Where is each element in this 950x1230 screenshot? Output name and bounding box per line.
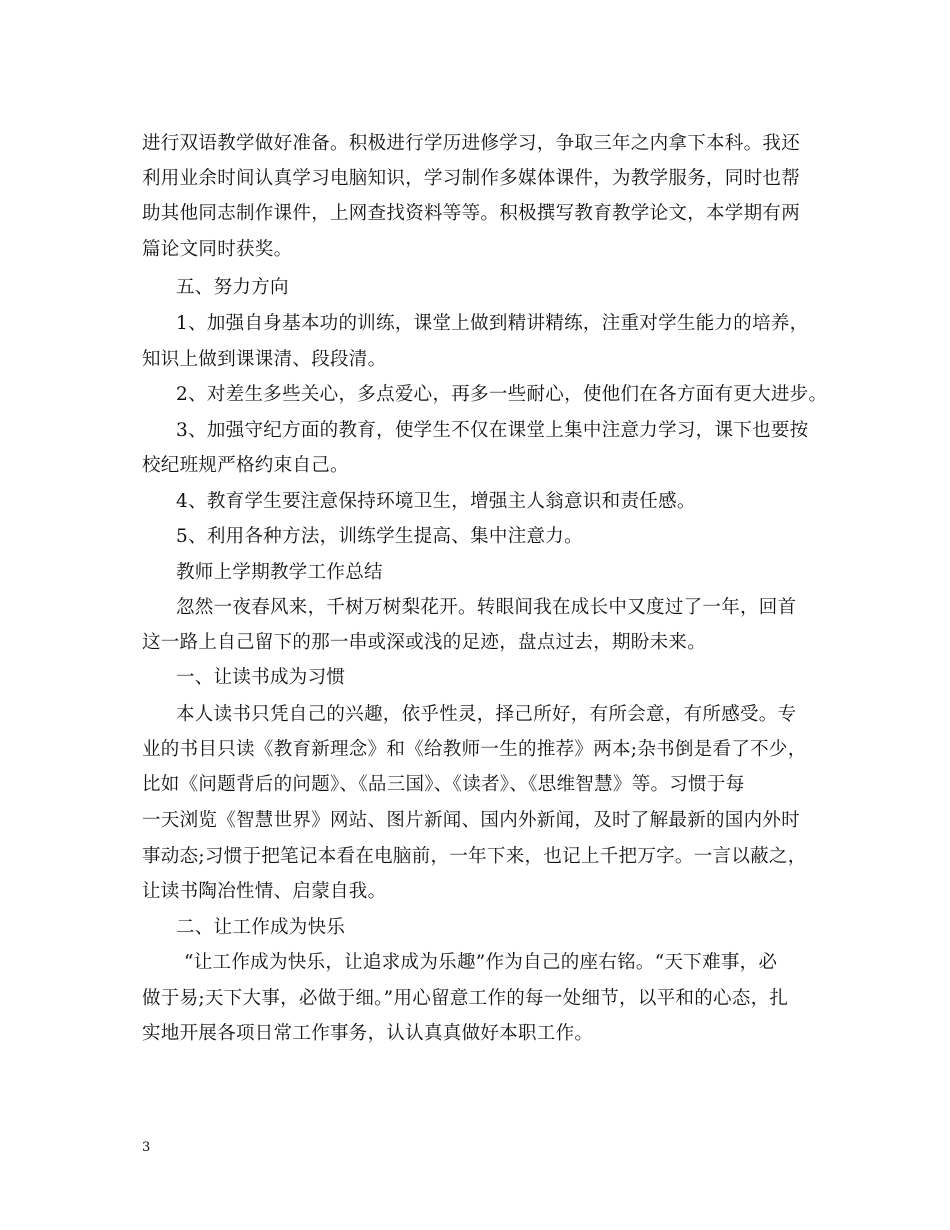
section-heading: 一、让读书成为习惯 <box>176 667 346 688</box>
text-line: 1、加强自身基本功的训练，课堂上做到精讲精练，注重对学生能力的培养， <box>176 313 809 334</box>
text-line: 进行双语教学做好准备。积极进行学历进修学习，争取三年之内拿下本科。我还 <box>142 133 801 154</box>
text-line: 3、加强守纪方面的教育，使学生不仅在课堂上集中注意力学习，课下也要按 <box>176 420 809 441</box>
section-heading: 五、努力方向 <box>176 277 289 298</box>
text-line: 助其他同志制作课件，上网查找资料等等。积极撰写教育教学论文，本学期有两 <box>142 203 801 224</box>
document-title: 教师上学期教学工作总结 <box>176 562 383 583</box>
section-heading: 二、让工作成为快乐 <box>176 917 346 938</box>
text-line: 本人读书只凭自己的兴趣，依乎性灵，择己所好，有所会意，有所感受。专 <box>176 704 797 725</box>
text-line: 这一路上自己留下的那一串或深或浅的足迹，盘点过去，期盼未来。 <box>142 632 707 653</box>
text-line: 知识上做到课课清、段段清。 <box>142 349 387 370</box>
text-line: 做于易;天下大事，必做于细。”用心留意工作的每一处细节，以平和的心态，扎 <box>142 988 789 1009</box>
text-line: 校纪班规严格约束自己。 <box>142 455 349 476</box>
text-line: 比如《问题背后的问题》、《品三国》、《读者》、《思维智慧》等。习惯于每 <box>142 774 745 795</box>
text-line: 篇论文同时获奖。 <box>142 239 293 260</box>
text-line: 4、教育学生要注意保持环境卫生，增强主人翁意识和责任感。 <box>176 491 696 512</box>
text-line: 事动态;习惯于把笔记本看在电脑前，一年下来，也记上千把万字。一言以蔽之， <box>142 846 807 867</box>
text-line: 一天浏览《智慧世界》网站、图片新闻、国内外新闻，及时了解最新的国内外时 <box>142 810 801 831</box>
text-line: 利用业余时间认真学习电脑知识，学习制作多媒体课件，为教学服务，同时也帮 <box>142 168 801 189</box>
text-line: “让工作成为快乐，让追求成为乐趣”作为自己的座右铭。“天下难事，必 <box>184 952 778 973</box>
text-line: 忽然一夜春风来，千树万树梨花开。转眼间我在成长中又度过了一年，回首 <box>176 597 797 618</box>
text-line: 5、利用各种方法，训练学生提高、集中注意力。 <box>176 526 583 547</box>
text-line: 实地开展各项日常工作事务，认认真真做好本职工作。 <box>142 1023 594 1044</box>
text-line: 2、对差生多些关心，多点爱心，再多一些耐心，使他们在各方面有更大进步。 <box>176 384 828 405</box>
text-line: 业的书目只读《教育新理念》和《给教师一生的推荐》两本;杂书倒是看了不少， <box>142 739 807 760</box>
text-line: 让读书陶冶性情、启蒙自我。 <box>142 881 387 902</box>
page-number: 3 <box>142 1140 151 1155</box>
